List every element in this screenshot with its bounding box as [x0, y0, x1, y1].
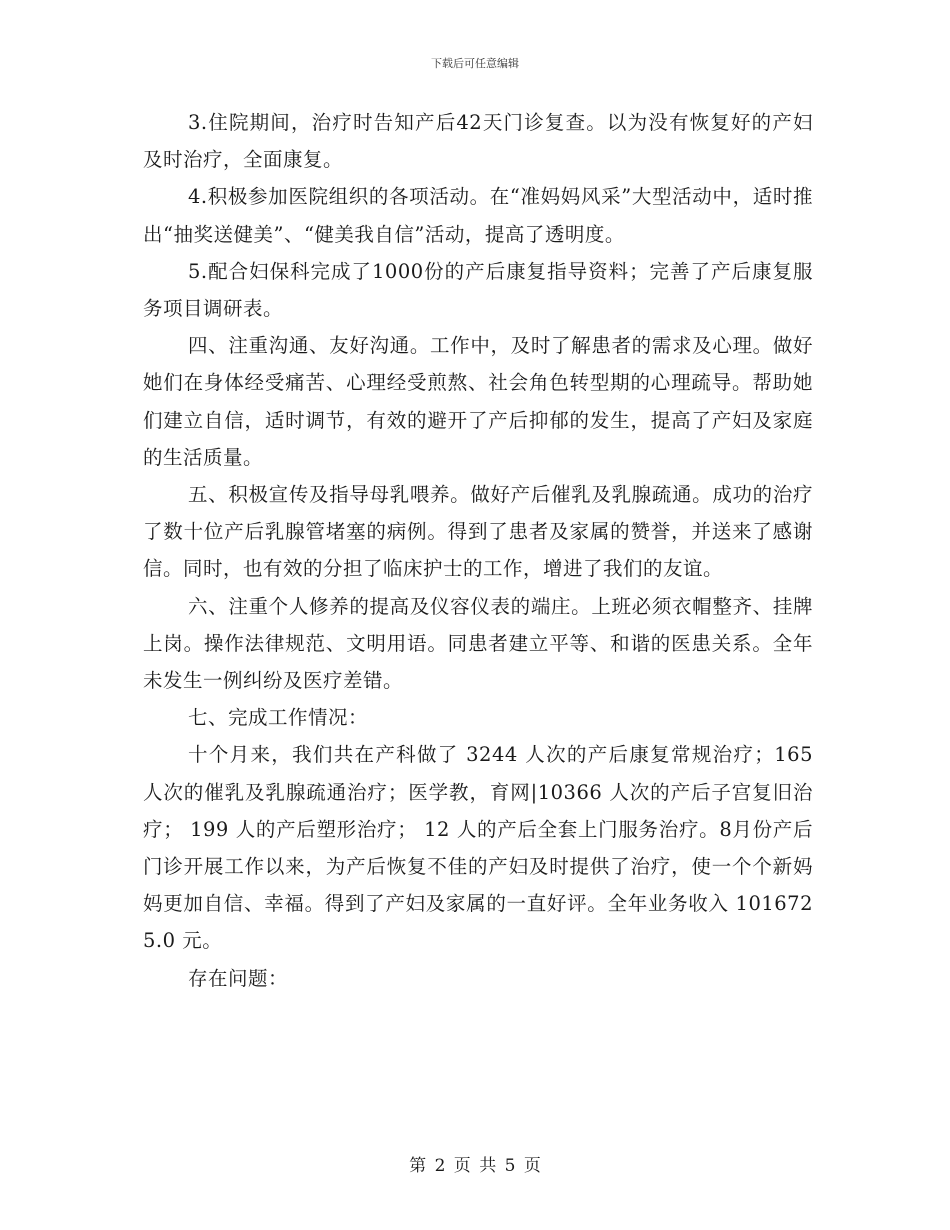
paragraph-hospital-activities: 4.积极参加医院组织的各项活动。在“准妈妈风采”大型活动中，适时推出“抽奖送健美”、“健美我自信”活动，提高了透明度。	[143, 185, 813, 246]
paragraph-inpatient-followup: 3.住院期间，治疗时告知产后42天门诊复查。以为没有恢复好的产妇及时治疗，全面康复。	[143, 111, 813, 172]
paragraph-work-statistics: 十个月来，我们共在产科做了 3244 人次的产后康复常规治疗；165 人次的催乳及乳腺疏通治疗；医学教，育网|10366 人次的产后子宫复旧治疗； 199 人的产后塑形治疗； 12 人的产后全套上门服务治疗。8月份产后门诊开展工作以来，为产后恢复不佳的产妇及时提供了治疗，使一个个新妈妈更加自信、幸福。得到了产妇及家属的一直好评。全年业务收入 1016725.0 元。	[143, 743, 813, 953]
paragraph-issues-heading: 存在问题：	[188, 966, 289, 990]
paragraph-breastfeeding: 五、积极宣传及指导母乳喂养。做好产后催乳及乳腺疏通。成功的治疗了数十位产后乳腺管堵塞的病例。得到了患者及家属的赞誉，并送来了感谢信。同时，也有效的分担了临床护士的工作，增进了我们的友谊。	[143, 483, 813, 581]
page-number-footer: 第 2 页 共 5 页	[409, 1156, 541, 1176]
page-header: 下载后可任意编辑	[431, 57, 519, 70]
paragraph-communication: 四、注重沟通、友好沟通。工作中，及时了解患者的需求及心理。做好她们在身体经受痛苦、心理经受煎熬、社会角色转型期的心理疏导。帮助她们建立自信，适时调节，有效的避开了产后抑郁的发生，提高了产妇及家庭的生活质量。	[143, 334, 813, 469]
paragraph-guidance-materials: 5.配合妇保科完成了1000份的产后康复指导资料；完善了产后康复服务项目调研表。	[143, 259, 813, 321]
paragraph-work-summary-heading: 七、完成工作情况：	[188, 706, 369, 730]
document-body	[143, 104, 813, 997]
paragraph-personal-conduct: 六、注重个人修养的提高及仪容仪表的端庄。上班必须衣帽整齐、挂牌上岗。操作法律规范、文明用语。同患者建立平等、和谐的医患关系。全年未发生一例纠纷及医疗差错。	[143, 594, 813, 693]
